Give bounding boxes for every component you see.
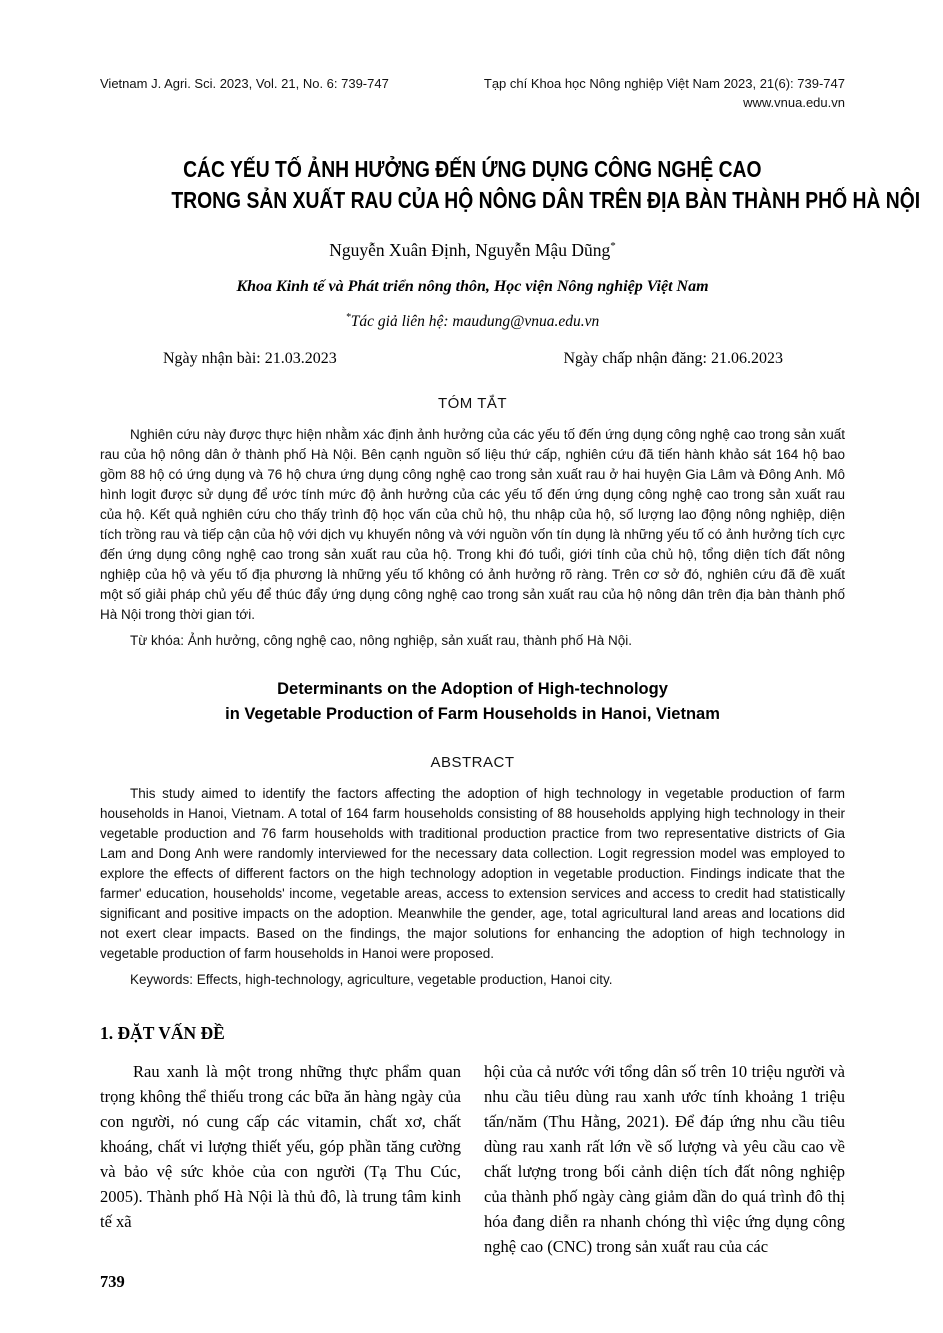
running-header: [100, 74, 845, 112]
contact-asterisk: *: [345, 312, 351, 323]
abstract-vi-text: Nghiên cứu này được thực hiện nhằm xác định ảnh hưởng của các yếu tố đến ứng dụng công nghệ cao trong sản xuất rau của hộ nông dân ở thành phố Hà Nội. Bên cạnh nguồn số liệu thứ cấp, nghiên cứu đã tiến hành khảo sát 164 hộ bao gồm 88 hộ có ứng dụng và 76 hộ chưa ứng dụng công nghệ cao trong sản xuất rau ở hai huyện Gia Lâm và Đông Anh. Mô hình logit được sử dụng để ước tính mức độ ảnh hưởng của các yếu tố đến ứng dụng công nghệ cao trong sản xuất rau của hộ. Kết quả nghiên cứu cho thấy trình độ học vấn của chủ hộ, thu nhập của hộ, số lượng lao động nông nghiệp, diện tích trồng rau và tiếp cận của hộ với dịch vụ khuyến nông và với nguồn vốn tín dụng là những yếu tố có ảnh hưởng tích cực đến ứng dụng công nghệ cao trong sản xuất rau của hộ. Trong khi đó tuổi, giới tính của chủ hộ, tổng diện tích đất nông nghiệp của hộ và yếu tố địa phương là những yếu tố không có ảnh hưởng rõ ràng. Trên cơ sở đó, nghiên cứu đã đề xuất một số giải pháp chủ yếu để thúc đẩy ứng dụng công nghệ cao trong sản xuất rau của hộ nông dân trên địa bàn thành phố Hà Nội trong thời gian tới.: [100, 427, 845, 623]
intro-column-left: [100, 1059, 461, 1259]
abstract-en-text: This study aimed to identify the factors affecting the adoption of high technology in vegetable production of farm households in Hanoi, Vietnam. A total of 164 farm households consisting of 88 households applying high technology in their vegetable production and 76 farm households with traditional production practice from two representative districts of Gia Lam and Dong Anh were randomly interviewed for the necessary data collection. Logit regression model was employed to explore the effects of different factors on the high technology adoption in vegetable production. Findings indicate that the farmer' education, households' income, vegetable areas, access to extension services and access to credit had statistically significant and positive impacts on the adoption. Meanwhile the gender, age, total agricultural land areas and locations did not exert clear impacts. Based on the findings, the major solutions for enhancing the adoption of high technology in vegetable production of farm households in Hanoi were proposed.: [100, 786, 845, 962]
corresponding-author-note: [100, 312, 845, 331]
keywords-en: Keywords: Effects, high-technology, agriculture, vegetable production, Hanoi city.: [130, 972, 613, 988]
article-title-en-line1: Determinants on the Adoption of High-technology: [277, 680, 668, 699]
article-title-vi-line2: TRONG SẢN XUẤT RAU CỦA HỘ NÔNG DÂN TRÊN ĐỊA BÀN THÀNH PHỐ HÀ NỘI: [171, 187, 921, 213]
abstract-en-heading: ABSTRACT: [430, 754, 515, 772]
article-title-en-line2: in Vegetable Production of Farm Households in Hanoi, Vietnam: [225, 705, 720, 724]
keywords-vi: Từ khóa: Ảnh hưởng, công nghệ cao, nông nghiệp, sản xuất rau, thành phố Hà Nội.: [130, 633, 633, 649]
contact-label: Tác giả liên hệ:: [350, 313, 453, 331]
corresponding-author-asterisk: *: [610, 240, 616, 253]
email-link[interactable]: maudung@vnua.edu.vn: [452, 313, 600, 331]
article-title-vi: [100, 154, 921, 216]
affiliation-line: Khoa Kinh tế và Phát triển nông thôn, Học viện Nông nghiệp Việt Nam: [236, 278, 709, 295]
journal-citation-vi: Tạp chí Khoa học Nông nghiệp Việt Nam 2023, 21(6): 739-747: [483, 76, 845, 91]
journal-citation-vi-block: [484, 74, 845, 112]
intro-column-right: [484, 1059, 845, 1259]
article-title-vi-line1: CÁC YẾU TỐ ẢNH HƯỞNG ĐẾN ỨNG DỤNG CÔNG NGHỆ CAO: [183, 156, 762, 182]
author-names: Nguyễn Xuân Định, Nguyễn Mậu Dũng: [329, 240, 611, 260]
article-title-en: [100, 677, 845, 727]
journal-citation-en: Vietnam J. Agri. Sci. 2023, Vol. 21, No. 6: 739-747: [100, 76, 389, 91]
section-1-heading: 1. ĐẶT VẤN ĐỀ: [100, 1023, 225, 1044]
journal-website-link[interactable]: www.vnua.edu.vn: [743, 95, 845, 110]
authors-line: [100, 240, 845, 261]
accepted-date: Ngày chấp nhận đăng: 21.06.2023: [563, 350, 783, 368]
abstract-vi-heading: TÓM TẮT: [437, 395, 508, 413]
intro-two-columns: [100, 1059, 845, 1259]
received-date: Ngày nhận bài: 21.03.2023: [163, 350, 337, 368]
dates-row: [100, 350, 845, 368]
intro-right-paragraph: hội của cả nước với tổng dân số trên 10 triệu người và nhu cầu tiêu dùng rau xanh ước tính khoảng 1 triệu tấn/năm (Thu Hằng, 2021). Để đáp ứng nhu cầu tiêu dùng rau xanh rất lớn về số lượng và yêu cầu cao về chất lượng trong bối cảnh diện tích đất nông nghiệp của thành phố ngày càng giảm dần do quá trình đô thị hóa đang diễn ra nhanh chóng thì việc ứng dụng công nghệ cao (CNC) trong sản xuất rau của các: [484, 1062, 845, 1257]
intro-left-paragraph: Rau xanh là một trong những thực phẩm quan trọng không thể thiếu trong các bữa ăn hàng ngày của con người, nó cung cấp các vitamin, chất xơ, chất khoáng, chất vi lượng thiết yếu, góp phần tăng cường và bảo vệ sức khỏe của con người (Tạ Thu Cúc, 2005). Thành phố Hà Nội là thủ đô, là trung tâm kinh tế xã: [100, 1062, 461, 1232]
page-number: 739: [100, 1272, 125, 1292]
